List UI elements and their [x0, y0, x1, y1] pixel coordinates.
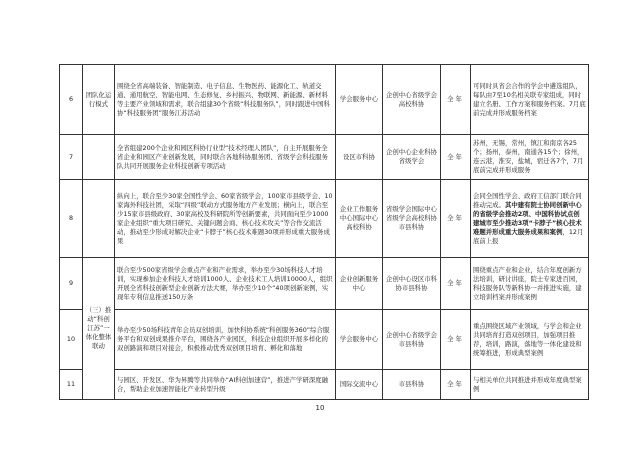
row-index: 6: [60, 65, 83, 135]
row-index: 9: [60, 258, 83, 310]
task-content: 全省组建200个企业和园区科协行业型“技术经理人团队”，自主开展服务全省企业和园区产业创新发展，同时联合各地科协服务团、省级学会科技服务队共同开展服务企业科技创新专项活动: [115, 135, 336, 180]
table-row: [60, 65, 589, 135]
goal-cell: 可同时具省会合作的学会中遴选组队，每队由7至10名相关联专家组成，同时建立名册、工作方案和服务档案。7月底前完成并形成服务档案: [471, 65, 589, 135]
goal-cell: 重点围绕区域产业领域，与学会和企业共同培育打造双创项目，加强项目推荐，培训，路演，落地等一体化建设和统筹推进，形成典型案例: [471, 310, 589, 370]
responsible-unit: 企业创新服务中心: [336, 258, 383, 310]
table-row: [60, 370, 589, 400]
task-content: 举办至少50场科技青年会员双创培训，加快科协系统“科创服务360”综合服务平台和双创成果推介平台，围绕各产业园区，科技企业组织开展多样化的双创路演和项目对接会，积极推动优秀双创项目培育、孵化和落地: [115, 310, 336, 370]
time-cell: 全年: [441, 258, 471, 310]
goal-cell: [471, 180, 589, 258]
category-cell: 团队化运行模式: [83, 65, 115, 135]
responsible-unit: 设区市科协: [336, 135, 383, 180]
cooperating-unit: 企创中心省级学会市县科协: [383, 310, 441, 370]
task-content: 围绕全省高端装备、智能制造、电子信息、生物医药、能源化工、轨道交通、通用航空、智能电网、生态修复、乡村振兴、物联网、新能源、新材料等主要产业领域和需求，联合组建30个省级“科技服务队”，同时跟进中国科协“科技服务团”服务江苏活动: [115, 65, 336, 135]
category-cell: [83, 135, 115, 180]
task-content: 纵向上，联合至少30家全国性学会、60家省级学会，100家市县级学会、10家海外科技社团，采取“四级”联动方式服务地方产业发展；横向上，联合至少15家市县级政府、30家高校及科研院所等创新要素，共同面向至少1000家企业组织“重大项目研究、关键问题会商、核心技术攻关”等合作交流活动，推动至少形成对解决企业“卡脖子”核心技术难题30项并形成重大服务成果: [115, 180, 336, 258]
responsible-unit: 学会服务中心: [336, 310, 383, 370]
time-cell: 全年: [441, 370, 471, 400]
goal-text-1: 会同全国性学会、政府工信部门联合同推动完成。: [473, 191, 582, 209]
page-number: 10: [315, 404, 325, 412]
cooperating-unit: 企创中心省级学会高校科协: [383, 65, 441, 135]
goal-text-2: ，12月底前上报: [473, 227, 584, 245]
task-table: [59, 64, 589, 400]
category-cell: [83, 180, 115, 258]
task-content: 与园区、开发区、华为昇腾等共同举办“AI科创加速营”，推进产学研深度融合，帮助企业加速智能化产业转型升级: [115, 370, 336, 400]
responsible-unit: 国际交流中心: [336, 370, 383, 400]
table-row: [60, 180, 589, 258]
time-cell: 全年: [441, 310, 471, 370]
table-row: [60, 310, 589, 370]
row-index: 8: [60, 180, 83, 258]
goal-cell: 与相关单位共同推进并形成年度典型案例: [471, 370, 589, 400]
responsible-unit: 学会服务中心: [336, 65, 383, 135]
responsible-unit: 企业工作服务中心国际中心高校科协: [336, 180, 383, 258]
row-index: 11: [60, 370, 83, 400]
goal-cell: 苏州，无锡，常州，镇江和南京各25个；扬州，泰州，南通各15个；徐州，连云港，淮安，盐城，宿迁各7个，7月底前完成并形成服务: [471, 135, 589, 180]
goal-highlight-text: 其中建有院士协同创新中心的省级学会推动2项、中国科协试点创建城市至少推动3项“卡脖子”核心技术难题并形成重大服务成果和案例: [473, 200, 582, 236]
time-cell: 全年: [441, 135, 471, 180]
time-cell: 全年: [441, 65, 471, 135]
table-row: [60, 258, 589, 310]
category-group-cell: （三）推动“科创江苏”一体化整体联动: [83, 258, 115, 400]
row-index: 7: [60, 135, 83, 180]
cooperating-unit: 省级学会国际中心省级学会高校科协市县科协: [383, 180, 441, 258]
cooperating-unit: 企创中心设区市科协市县科协: [383, 258, 441, 310]
time-cell: 全年: [441, 180, 471, 258]
task-content: 联合至少500家省级学会重点产业和产业需求，举办至少30场科技人才培训，实现参加企业科技人才培训1000人、企业技术工人培训10000人，组织开展全省科技创新型企业创新方法大赛，举办至少10个“40项创新案例，实现年专利信息推送150万条: [115, 258, 336, 310]
row-index: 10: [60, 310, 83, 370]
cooperating-unit: 市县科协: [383, 370, 441, 400]
goal-cell: 围绕重点产业和企业，结合年度创新方法培训，研讨讲座，院士专家进百园，科技服务队等新科协一并推进实施，建立培训档案并形成案例: [471, 258, 589, 310]
cooperating-unit: 企创中心企业科协省级学会: [383, 135, 441, 180]
table-row: [60, 135, 589, 180]
